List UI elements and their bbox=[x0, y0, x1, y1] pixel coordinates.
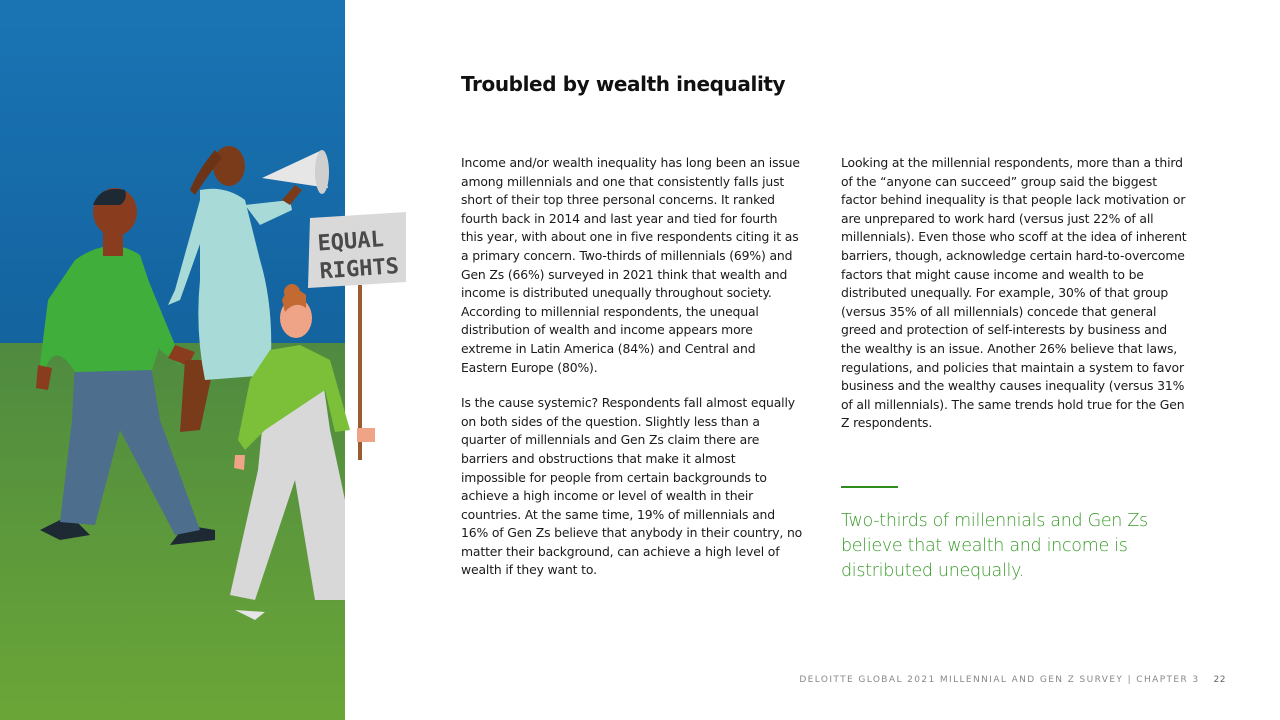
page-footer bbox=[799, 675, 1226, 685]
equal-rights-sign bbox=[306, 212, 408, 288]
pull-quote-rule bbox=[841, 486, 898, 488]
body-column-left bbox=[461, 154, 803, 597]
sign-text-line1: EQUAL bbox=[316, 227, 385, 257]
page-title: Troubled by wealth inequality bbox=[461, 72, 786, 96]
paragraph-millennial-respondents: Looking at the millennial respondents, more than a third of the “anyone can succeed” group said the biggest factor behind inequality is that people lack motivation or are unprepared to work hard (versus just 22% of all millennials). Even those who scoff at the idea of inherent barriers, though, acknowledge certain hard-to-overcome factors that might cause income and wealth to be distributed unequally. For example, 30% of that group (versus 35% of all millennials) concede that general greed and protection of self-interests by business and the wealthy is an issue. Another 26% believe that laws, regulations, and policies that maintain a system to favor business and the wealthy causes inequality (versus 31% of all millennials). The same trends hold true for the Gen Z respondents. bbox=[841, 155, 1187, 431]
protest-illustration bbox=[0, 0, 400, 720]
sign-text-line2: RIGHTS bbox=[318, 254, 400, 285]
paragraph-inequality-concern: Income and/or wealth inequality has long been an issue among millennials and one that consistently falls just short of their top three personal concerns. It ranked fourth back in 2014 and last year and tied for fourth this year, with about one in five respondents citing it as a primary concern. Two-thirds of millennials (69%) and Gen Zs (66%) surveyed in 2021 think that wealth and income is distributed unequally throughout society. According to millennial respondents, the unequal distribution of wealth and income appears more extreme in Latin America (84%) and Central and Eastern Europe (80%). bbox=[461, 155, 800, 375]
body-column-right bbox=[841, 154, 1187, 450]
pull-quote: Two-thirds of millennials and Gen Zs believe that wealth and income is distributed unequally. bbox=[841, 511, 1148, 581]
paragraph-systemic-cause: Is the cause systemic? Respondents fall almost equally on both sides of the question. Slightly less than a quarter of millennials and Gen Zs claim there are barriers and obstructions that make it almost impossible for people from certain backgrounds to achieve a high income or level of wealth in their countries. At the same time, 19% of millennials and 16% of Gen Zs believe that anybody in their country, no matter their background, can achieve a high level of wealth if they want to. bbox=[461, 395, 803, 578]
footer-text: DELOITTE GLOBAL 2021 MILLENNIAL AND GEN Z SURVEY | CHAPTER 3 bbox=[799, 675, 1200, 685]
page-number: 22 bbox=[1213, 675, 1226, 685]
